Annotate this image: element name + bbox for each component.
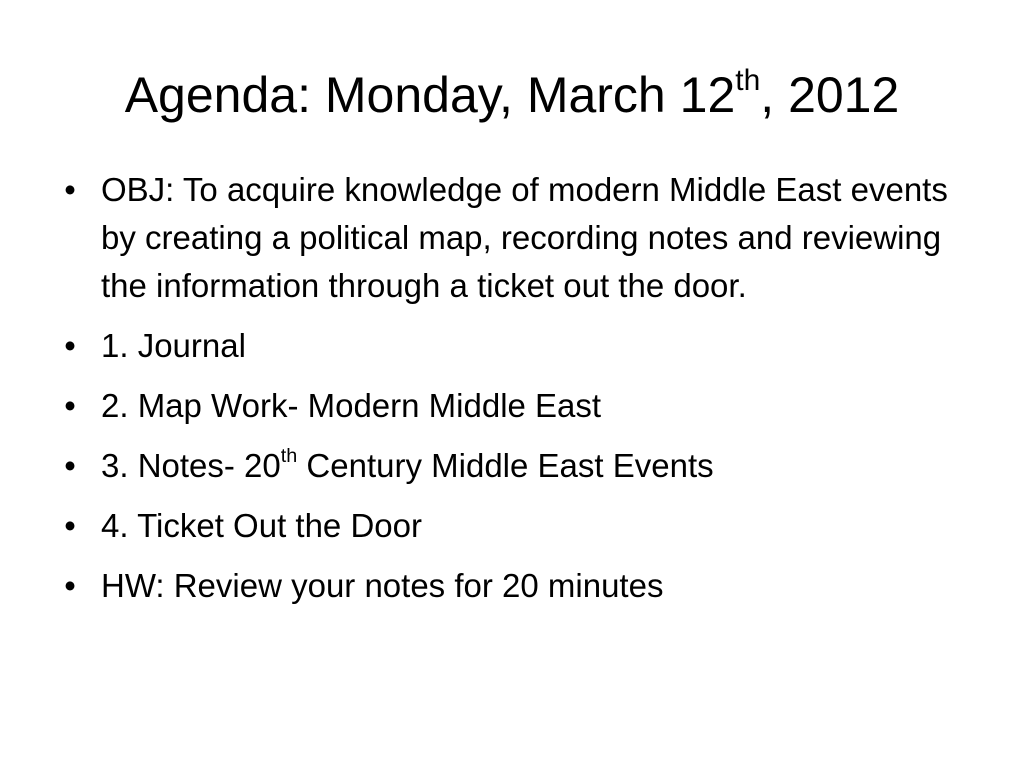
agenda-item-notes <box>58 442 978 490</box>
agenda-item-text: 4. Ticket Out the Door <box>101 507 422 544</box>
title-superscript: th <box>735 63 761 97</box>
bullet-icon: • <box>64 327 76 364</box>
notes-text-pre: 3. Notes- 20 <box>101 447 281 484</box>
notes-superscript: th <box>280 445 298 468</box>
agenda-item-journal <box>58 322 978 370</box>
bullet-icon: • <box>64 447 76 484</box>
agenda-item-map-work <box>58 382 978 430</box>
agenda-item-objective <box>58 166 978 310</box>
slide-title <box>0 60 1024 130</box>
bullet-icon: • <box>64 171 76 208</box>
agenda-item-ticket <box>58 502 978 550</box>
agenda-list <box>58 166 978 622</box>
agenda-item-text: OBJ: To acquire knowledge of modern Middle East events by creating a political map, recording notes and reviewing the information through a ticket out the door. <box>101 171 948 304</box>
agenda-item-text: 2. Map Work- Modern Middle East <box>101 387 602 424</box>
agenda-item-text: 1. Journal <box>101 327 246 364</box>
bullet-icon: • <box>64 387 76 424</box>
title-main: Agenda: Monday, March 12 <box>124 67 736 123</box>
agenda-item-text: HW: Review your notes for 20 minutes <box>101 567 664 604</box>
bullet-icon: • <box>64 507 76 544</box>
notes-text-post: Century Middle East Events <box>297 447 714 484</box>
agenda-item-text <box>101 447 714 484</box>
title-year: , 2012 <box>760 67 900 123</box>
agenda-item-homework <box>58 562 978 610</box>
bullet-icon: • <box>64 567 76 604</box>
